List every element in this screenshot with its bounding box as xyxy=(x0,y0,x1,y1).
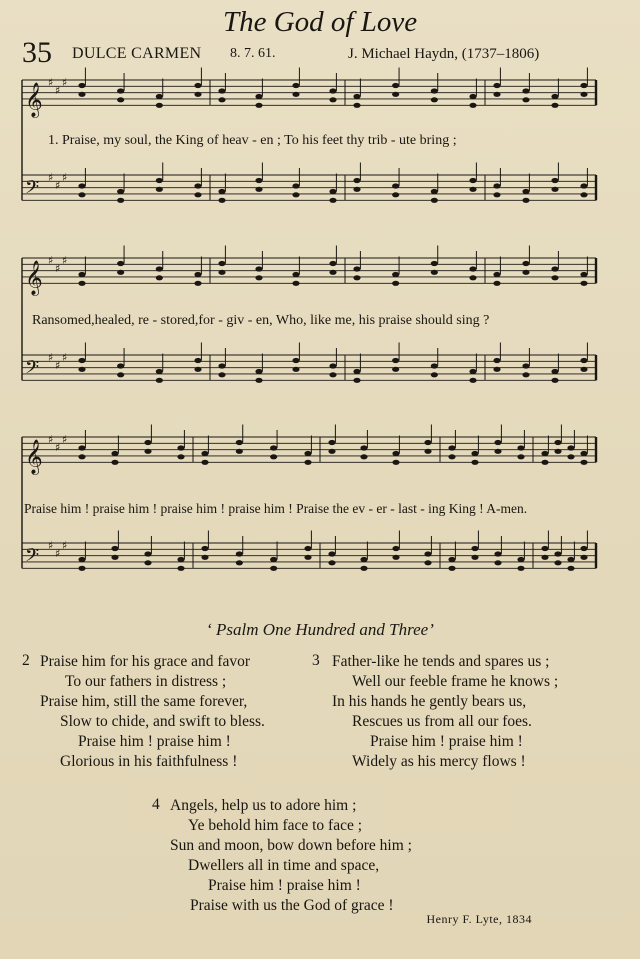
note-head xyxy=(554,449,561,454)
stanza-line: Sun and moon, bow down before him ; xyxy=(170,837,412,854)
note-head xyxy=(201,546,208,551)
note-head xyxy=(431,189,438,194)
note-head xyxy=(541,460,548,465)
note-head xyxy=(329,88,336,93)
note-head xyxy=(580,92,587,97)
note-head xyxy=(469,187,476,192)
sharp-sign: ♯ xyxy=(62,539,68,552)
stanza-number-4: 4 xyxy=(152,796,160,813)
note-head xyxy=(554,440,561,445)
composer-credit: J. Michael Haydn, (1737–1806) xyxy=(348,46,540,62)
note-head xyxy=(156,275,163,280)
note-head xyxy=(360,557,367,562)
note-head xyxy=(236,440,243,445)
note-head xyxy=(78,272,85,277)
note-head xyxy=(194,192,201,197)
note-head xyxy=(255,94,262,99)
note-head xyxy=(522,88,529,93)
note-head xyxy=(392,281,399,286)
note-head xyxy=(328,449,335,454)
lyric-line-1: 1. Praise, my soul, the King of heav - en ; To his feet thy trib - ute bring ; xyxy=(48,133,457,148)
note-head xyxy=(255,178,262,183)
note-head xyxy=(580,451,587,456)
note-head xyxy=(255,378,262,383)
note-head xyxy=(218,270,225,275)
hymn-number: 35 xyxy=(22,36,52,69)
sharp-sign: ♯ xyxy=(48,539,54,552)
note-head xyxy=(493,281,500,286)
note-head xyxy=(255,187,262,192)
note-head xyxy=(392,367,399,372)
sharp-sign: ♯ xyxy=(48,351,54,364)
note-head xyxy=(522,372,529,377)
stanza-line: Slow to chide, and swift to bless. xyxy=(60,713,265,730)
note-head xyxy=(78,454,85,459)
note-head xyxy=(567,454,574,459)
bass-clef: 𝄢 xyxy=(25,177,40,203)
note-head xyxy=(431,372,438,377)
note-head xyxy=(522,261,529,266)
tune-name: DULCE CARMEN xyxy=(72,45,202,62)
note-head xyxy=(194,281,201,286)
note-head xyxy=(551,178,558,183)
note-head xyxy=(469,178,476,183)
note-head xyxy=(471,546,478,551)
stanza-2 xyxy=(40,652,265,772)
sharp-sign: ♯ xyxy=(55,84,61,97)
note-head xyxy=(78,192,85,197)
note-head xyxy=(156,378,163,383)
note-head xyxy=(360,445,367,450)
sharp-sign: ♯ xyxy=(62,254,68,267)
note-head xyxy=(144,551,151,556)
note-head xyxy=(392,451,399,456)
note-head xyxy=(392,92,399,97)
note-head xyxy=(194,272,201,277)
stanza-line: Glorious in his faithfulness ! xyxy=(60,753,238,770)
note-head xyxy=(580,555,587,560)
note-head xyxy=(517,454,524,459)
note-head xyxy=(117,261,124,266)
note-head xyxy=(78,92,85,97)
stanza-line: Praise him ! praise him ! xyxy=(370,733,523,750)
note-head xyxy=(218,372,225,377)
note-head xyxy=(117,372,124,377)
note-head xyxy=(431,270,438,275)
note-head xyxy=(551,266,558,271)
note-head xyxy=(329,189,336,194)
note-head xyxy=(580,460,587,465)
note-head xyxy=(424,560,431,565)
psalm-subtitle: ‘ Psalm One Hundred and Three’ xyxy=(206,620,434,639)
note-head xyxy=(117,270,124,275)
bass-clef: 𝄢 xyxy=(25,357,40,383)
note-head xyxy=(580,358,587,363)
stanza-line: Angels, help us to adore him ; xyxy=(170,797,357,814)
note-head xyxy=(328,440,335,445)
stanza-line: Father-like he tends and spares us ; xyxy=(332,653,550,670)
note-head xyxy=(236,551,243,556)
treble-clef: 𝄞 xyxy=(25,82,43,118)
note-head xyxy=(551,275,558,280)
note-head xyxy=(567,557,574,562)
note-head xyxy=(78,83,85,88)
note-head xyxy=(551,378,558,383)
note-head xyxy=(201,555,208,560)
note-head xyxy=(111,555,118,560)
note-head xyxy=(78,445,85,450)
bass-clef: 𝄢 xyxy=(25,545,40,571)
note-head xyxy=(255,266,262,271)
note-head xyxy=(431,97,438,102)
note-head xyxy=(117,88,124,93)
note-head xyxy=(328,551,335,556)
note-head xyxy=(78,183,85,188)
note-head xyxy=(117,198,124,203)
meter: 8. 7. 61. xyxy=(230,46,276,61)
note-head xyxy=(493,92,500,97)
note-head xyxy=(431,261,438,266)
note-head xyxy=(117,189,124,194)
note-head xyxy=(292,83,299,88)
note-head xyxy=(551,103,558,108)
stanza-line: Rescues us from all our foes. xyxy=(352,713,532,730)
note-head xyxy=(117,363,124,368)
note-head xyxy=(144,449,151,454)
note-head xyxy=(353,275,360,280)
note-head xyxy=(522,198,529,203)
note-head xyxy=(292,272,299,277)
note-head xyxy=(255,369,262,374)
note-head xyxy=(329,97,336,102)
note-head xyxy=(194,358,201,363)
note-head xyxy=(554,551,561,556)
note-head xyxy=(469,369,476,374)
stanza-line: Praise him for his grace and favor xyxy=(40,653,251,670)
note-head xyxy=(144,440,151,445)
note-head xyxy=(580,546,587,551)
note-head xyxy=(392,192,399,197)
lyric-line-3: Praise him ! praise him ! praise him ! praise him ! Praise the ev - er - last - ing King ! A-men. xyxy=(24,501,528,516)
note-head xyxy=(551,187,558,192)
note-head xyxy=(580,83,587,88)
note-head xyxy=(448,445,455,450)
note-head xyxy=(541,451,548,456)
note-head xyxy=(494,551,501,556)
note-head xyxy=(469,266,476,271)
stanza-number-2: 2 xyxy=(22,652,30,669)
note-head xyxy=(580,183,587,188)
note-head xyxy=(469,94,476,99)
note-head xyxy=(431,198,438,203)
note-head xyxy=(177,454,184,459)
note-head xyxy=(292,358,299,363)
sharp-sign: ♯ xyxy=(62,76,68,89)
note-head xyxy=(494,449,501,454)
note-head xyxy=(194,367,201,372)
note-head xyxy=(471,555,478,560)
note-head xyxy=(448,566,455,571)
note-head xyxy=(517,566,524,571)
note-head xyxy=(111,451,118,456)
note-head xyxy=(392,358,399,363)
stanza-line: In his hands he gently bears us, xyxy=(332,693,527,710)
note-head xyxy=(156,187,163,192)
stanza-line: Dwellers all in time and space, xyxy=(188,857,380,874)
note-head xyxy=(78,367,85,372)
note-head xyxy=(292,92,299,97)
note-head xyxy=(270,454,277,459)
note-head xyxy=(580,281,587,286)
note-head xyxy=(353,94,360,99)
note-head xyxy=(270,445,277,450)
sharp-sign: ♯ xyxy=(62,171,68,184)
note-head xyxy=(448,557,455,562)
note-head xyxy=(353,266,360,271)
sharp-sign: ♯ xyxy=(48,254,54,267)
note-head xyxy=(304,555,311,560)
note-head xyxy=(471,460,478,465)
stanza-3 xyxy=(332,652,558,772)
note-head xyxy=(177,445,184,450)
sharp-sign: ♯ xyxy=(62,351,68,364)
note-head xyxy=(493,367,500,372)
note-head xyxy=(353,187,360,192)
note-head xyxy=(494,440,501,445)
stanza-4 xyxy=(170,796,412,916)
hymn-title: The God of Love xyxy=(222,6,418,38)
note-head xyxy=(541,546,548,551)
note-head xyxy=(255,103,262,108)
stanza-line: To our fathers in distress ; xyxy=(65,673,227,690)
note-head xyxy=(353,369,360,374)
note-head xyxy=(218,189,225,194)
stanza-line: Praise him ! praise him ! xyxy=(78,733,231,750)
sharp-sign: ♯ xyxy=(55,359,61,372)
stanza-line: Praise with us the God of grace ! xyxy=(190,897,394,914)
note-head xyxy=(329,198,336,203)
note-head xyxy=(469,378,476,383)
note-head xyxy=(329,372,336,377)
note-head xyxy=(493,192,500,197)
lyric-line-2: Ransomed,healed, re - stored,for - giv - en, Who, like me, his praise should sing ? xyxy=(32,313,490,328)
note-head xyxy=(360,454,367,459)
sharp-sign: ♯ xyxy=(55,262,61,275)
note-head xyxy=(554,560,561,565)
note-head xyxy=(117,97,124,102)
note-head xyxy=(448,454,455,459)
note-head xyxy=(177,566,184,571)
note-head xyxy=(329,261,336,266)
note-head xyxy=(469,103,476,108)
note-head xyxy=(218,88,225,93)
stanza-number-3: 3 xyxy=(312,652,320,669)
note-head xyxy=(541,555,548,560)
note-head xyxy=(78,358,85,363)
note-head xyxy=(469,275,476,280)
sharp-sign: ♯ xyxy=(55,441,61,454)
note-head xyxy=(156,94,163,99)
note-head xyxy=(236,560,243,565)
note-head xyxy=(392,83,399,88)
note-head xyxy=(353,378,360,383)
note-head xyxy=(493,358,500,363)
note-head xyxy=(194,92,201,97)
note-head xyxy=(194,183,201,188)
note-head xyxy=(551,94,558,99)
note-head xyxy=(424,440,431,445)
sharp-sign: ♯ xyxy=(48,433,54,446)
note-head xyxy=(218,261,225,266)
sharp-sign: ♯ xyxy=(48,171,54,184)
note-head xyxy=(360,566,367,571)
note-head xyxy=(304,460,311,465)
note-head xyxy=(218,97,225,102)
note-head xyxy=(392,555,399,560)
note-head xyxy=(567,445,574,450)
note-head xyxy=(328,560,335,565)
note-head xyxy=(304,451,311,456)
note-head xyxy=(567,566,574,571)
note-head xyxy=(471,451,478,456)
note-head xyxy=(493,183,500,188)
note-head xyxy=(392,272,399,277)
note-head xyxy=(111,460,118,465)
note-head xyxy=(431,363,438,368)
stanza-line: Ye behold him face to face ; xyxy=(188,817,363,834)
note-head xyxy=(177,557,184,562)
note-head xyxy=(353,178,360,183)
note-head xyxy=(522,189,529,194)
note-head xyxy=(494,560,501,565)
note-head xyxy=(493,83,500,88)
note-head xyxy=(218,198,225,203)
note-head xyxy=(353,103,360,108)
note-head xyxy=(111,546,118,551)
author-credit: Henry F. Lyte, 1834 xyxy=(426,912,532,926)
note-head xyxy=(156,178,163,183)
note-head xyxy=(392,183,399,188)
note-head xyxy=(517,557,524,562)
treble-clef: 𝄞 xyxy=(25,260,43,296)
note-head xyxy=(218,363,225,368)
note-head xyxy=(551,369,558,374)
note-head xyxy=(144,560,151,565)
note-head xyxy=(522,270,529,275)
note-head xyxy=(255,275,262,280)
note-head xyxy=(580,192,587,197)
note-head xyxy=(392,546,399,551)
note-head xyxy=(236,449,243,454)
note-head xyxy=(201,460,208,465)
note-head xyxy=(270,566,277,571)
note-head xyxy=(78,566,85,571)
note-head xyxy=(194,83,201,88)
note-head xyxy=(522,97,529,102)
note-head xyxy=(292,192,299,197)
sharp-sign: ♯ xyxy=(55,179,61,192)
note-head xyxy=(292,281,299,286)
note-head xyxy=(292,367,299,372)
note-head xyxy=(517,445,524,450)
note-head xyxy=(156,103,163,108)
stanza-line: Praise him, still the same forever, xyxy=(40,693,248,710)
note-head xyxy=(292,183,299,188)
stanza-line: Widely as his mercy flows ! xyxy=(352,753,526,770)
note-head xyxy=(156,266,163,271)
sharp-sign: ♯ xyxy=(62,433,68,446)
note-head xyxy=(580,367,587,372)
note-head xyxy=(392,460,399,465)
stanza-line: Praise him ! praise him ! xyxy=(208,877,361,894)
note-head xyxy=(329,363,336,368)
note-head xyxy=(78,557,85,562)
note-head xyxy=(156,369,163,374)
note-head xyxy=(304,546,311,551)
note-head xyxy=(329,270,336,275)
note-head xyxy=(78,281,85,286)
note-head xyxy=(201,451,208,456)
note-head xyxy=(522,363,529,368)
note-head xyxy=(424,551,431,556)
note-head xyxy=(270,557,277,562)
sharp-sign: ♯ xyxy=(55,547,61,560)
sharp-sign: ♯ xyxy=(48,76,54,89)
note-head xyxy=(580,272,587,277)
note-head xyxy=(431,88,438,93)
treble-clef: 𝄞 xyxy=(25,439,43,475)
note-head xyxy=(424,449,431,454)
stanza-line: Well our feeble frame he knows ; xyxy=(352,673,559,690)
note-head xyxy=(493,272,500,277)
